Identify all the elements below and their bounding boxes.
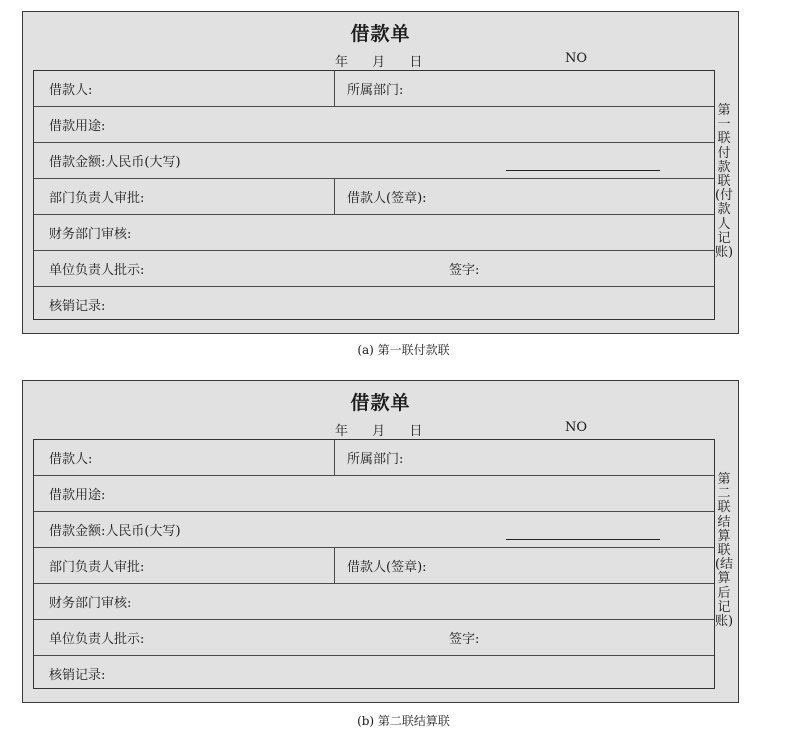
amount-field[interactable]: 借款金额:人民币(大写): [49, 155, 181, 170]
dept-head-approval-field[interactable]: 部门负责人审批:: [49, 560, 145, 575]
row-unit-head: [34, 251, 714, 287]
unit-head-instruction-field[interactable]: 单位负责人批示:: [49, 263, 145, 278]
caption-b: (b) 第二联结算联: [357, 714, 450, 728]
row-purpose: [34, 476, 714, 512]
row-writeoff: [34, 287, 714, 321]
serial-number-label: NO: [565, 51, 588, 66]
borrower-field[interactable]: 借款人:: [49, 83, 93, 98]
row-writeoff: [34, 656, 714, 690]
copy-side-label: 第一联付款联(付款人记账): [714, 103, 734, 261]
serial-number-label: NO: [565, 420, 588, 435]
form-grid: [33, 439, 715, 689]
unit-head-instruction-field[interactable]: 单位负责人批示:: [49, 632, 145, 647]
copy-side-label: 第二联结算联(结算后记账): [714, 472, 734, 630]
form-title: 借款单: [350, 392, 411, 414]
caption-a: (a) 第一联付款联: [357, 343, 450, 357]
finance-review-field[interactable]: 财务部门审核:: [49, 596, 132, 611]
day-label: 日: [409, 55, 423, 70]
borrower-field[interactable]: 借款人:: [49, 452, 93, 467]
month-label: 月: [372, 424, 386, 439]
borrower-seal-field[interactable]: 借款人(签章):: [334, 179, 427, 214]
finance-review-field[interactable]: 财务部门审核:: [49, 227, 132, 242]
form-grid: [33, 70, 715, 320]
month-label: 月: [372, 55, 386, 70]
purpose-field[interactable]: 借款用途:: [49, 119, 106, 134]
row-approval: [34, 548, 714, 584]
writeoff-record-field[interactable]: 核销记录:: [49, 298, 106, 314]
row-approval: [34, 179, 714, 215]
row-amount: [34, 143, 714, 179]
loan-form-copy-1: [22, 11, 739, 334]
amount-underline[interactable]: [506, 539, 660, 540]
department-field[interactable]: 所属部门:: [334, 71, 403, 106]
form-title: 借款单: [350, 23, 411, 45]
day-label: 日: [409, 424, 423, 439]
amount-field[interactable]: 借款金额:人民币(大写): [49, 524, 181, 539]
row-finance-review: [34, 215, 714, 251]
row-unit-head: [34, 620, 714, 656]
borrower-seal-field[interactable]: 借款人(签章):: [334, 548, 427, 583]
signature-field[interactable]: 签字:: [449, 263, 480, 278]
dept-head-approval-field[interactable]: 部门负责人审批:: [49, 191, 145, 206]
row-borrower: [34, 71, 714, 107]
signature-field[interactable]: 签字:: [449, 632, 480, 647]
department-field[interactable]: 所属部门:: [334, 440, 403, 475]
date-line: [335, 420, 422, 439]
amount-underline[interactable]: [506, 170, 660, 171]
row-borrower: [34, 440, 714, 476]
writeoff-record-field[interactable]: 核销记录:: [49, 667, 106, 683]
year-label: 年: [335, 424, 349, 439]
year-label: 年: [335, 55, 349, 70]
row-purpose: [34, 107, 714, 143]
loan-form-copy-2: [22, 380, 739, 703]
row-finance-review: [34, 584, 714, 620]
purpose-field[interactable]: 借款用途:: [49, 488, 106, 503]
date-line: [335, 51, 422, 70]
row-amount: [34, 512, 714, 548]
